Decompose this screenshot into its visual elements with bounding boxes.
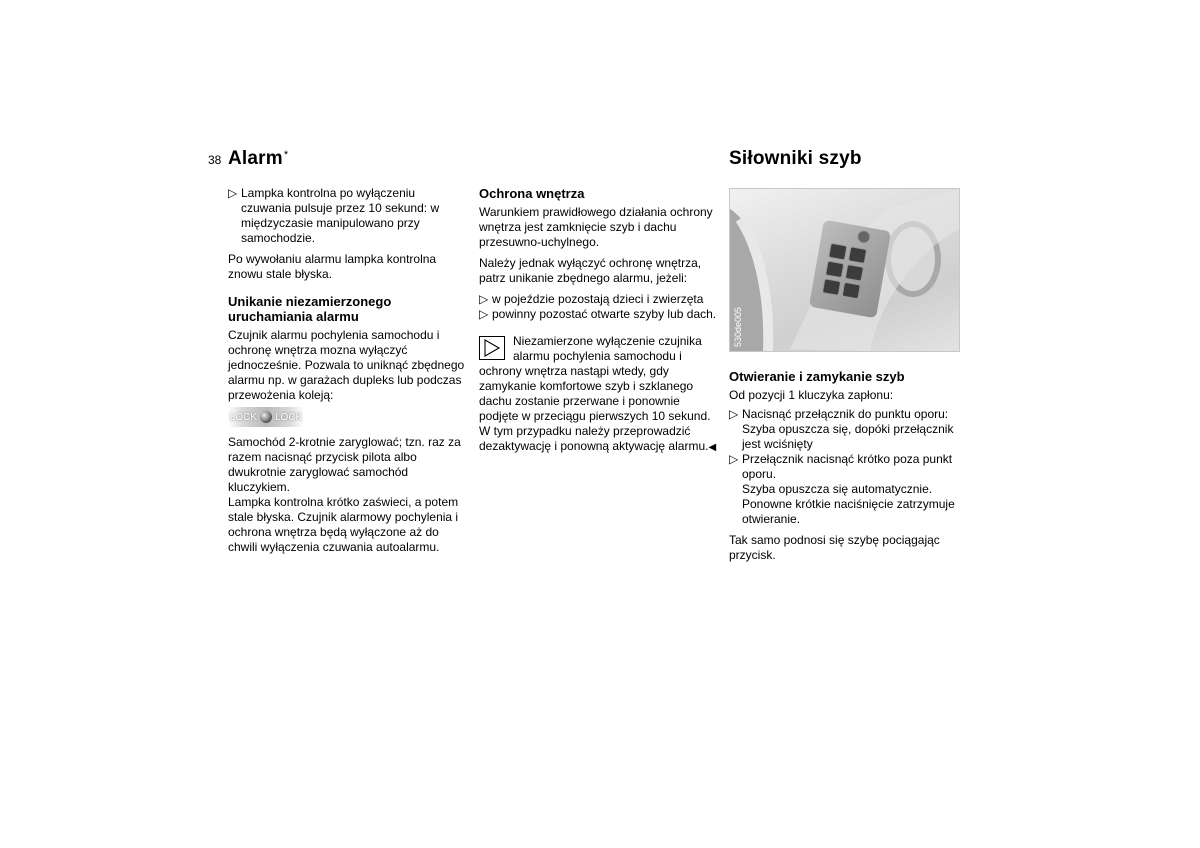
col3-heading: Otwieranie i zamykanie szyb — [729, 369, 905, 384]
col3-bullet-2-text: Przełącznik nacisnąć krótko poza punkt oporu. — [742, 452, 953, 481]
section-title-windows: Siłowniki szyb — [729, 148, 862, 169]
bullet-marker: ▷ — [479, 292, 489, 306]
bullet-marker: ▷ — [729, 452, 739, 466]
photo-code: 530de005 — [733, 306, 743, 347]
col2-para-2: Należy jednak wyłączyć ochronę wnętrza, patrz unikanie zbędnego alarmu, jeżeli: — [479, 256, 702, 285]
col3-para-end: Tak samo podnosi się szybę pociągając przycisk. — [729, 533, 940, 562]
col3-bullet-2-sub2: Ponowne krótkie naciśnięcie zatrzymuje otwieranie. — [742, 497, 955, 526]
col1-para-3: Samochód 2-krotnie zaryglować; tzn. raz za razem nacisnąć przycisk pilota albo dwukrotnie zaryglować samochód kluczykiem. — [228, 435, 461, 494]
optional-equipment-mark: * — [283, 149, 289, 161]
bullet-marker: ▷ — [228, 186, 238, 200]
section-title-alarm-text: Alarm — [228, 148, 283, 169]
col1-heading: Unikanie niezamierzonego uruchamiania alarmu — [228, 294, 392, 324]
col3-bullet-2-sub1: Szyba opuszcza się automatycznie. — [742, 482, 933, 496]
end-of-section-icon: ◀ — [708, 442, 717, 453]
col3-intro: Od pozycji 1 kluczyka zapłonu: — [729, 388, 894, 402]
column-3 — [729, 369, 964, 569]
col1-para-4: Lampka kontrolna krótko zaświeci, a potem stale błyska. Czujnik alarmowy pochylenia i ochrona wnętrza będą wyłączone aż do chwili wyłączenia czuwania autoalarmu. — [228, 495, 459, 554]
bullet-marker: ▷ — [729, 407, 739, 421]
warning-triangle-icon — [479, 336, 505, 360]
bullet-marker: ▷ — [479, 307, 489, 321]
col3-bullet-1-text: Nacisnąć przełącznik do punktu oporu: — [742, 407, 949, 421]
col1-para-1: Po wywołaniu alarmu lampka kontrolna znowu stale błyska. — [228, 252, 437, 281]
col1-para-2: Czujnik alarmu pochylenia samochodu i ochronę wnętrza mozna wyłączyć jednocześnie. Pozwala to uniknąć zbędnego alarmu np. w garażach dupleks lub podczas przewożenia koleją: — [228, 328, 465, 402]
col2-para-1: Warunkiem prawidłowego działania ochrony wnętrza jest zamknięcie szyb i dachu przesuwno-uchylnego. — [479, 205, 713, 249]
lock-label-right: LOCK — [275, 411, 303, 423]
col2-heading: Ochrona wnętrza — [479, 186, 585, 201]
col3-bullet-2 — [729, 452, 964, 527]
col2-bullet-2-text: powinny pozostać otwarte szyby lub dach. — [492, 307, 717, 321]
warning-note-text: Niezamierzone wyłączenie czujnika alarmu pochylenia samochodu i ochrony wnętrza nastąpi wtedy, gdy zamykanie komfortowe szyb i szklanego dachu zostanie przerwane i ponownie podjęte w przeciągu pierwszych 10 sekund. W tym przypadku należy przeprowadzić dezaktywację i ponowną aktywację alarmu. — [479, 334, 711, 453]
col1-bullet-1-text: Lampka kontrolna po wyłączeniu czuwania pulsuje przez 10 sekund: w międzyczasie manipulowano przy samochodzie. — [241, 186, 440, 245]
column-1 — [228, 186, 468, 561]
col2-bullet-2 — [479, 307, 717, 322]
col2-bullet-1 — [479, 292, 717, 307]
window-switch-photo — [729, 188, 960, 352]
lock-label-left: LOCK — [229, 411, 257, 423]
col3-bullet-1-sub: Szyba opuszcza się, dopóki przełącznik jest wciśnięty — [742, 422, 954, 451]
remote-key-icon — [260, 411, 272, 423]
double-lock-symbol — [228, 407, 304, 427]
page-number: 38 — [208, 153, 222, 167]
warning-note — [479, 334, 717, 455]
section-title-alarm — [228, 148, 288, 170]
col1-bullet-1 — [228, 186, 468, 246]
col3-bullet-1 — [729, 407, 964, 452]
column-2 — [479, 186, 717, 455]
col2-bullet-1-text: w pojeździe pozostają dzieci i zwierzęta — [492, 292, 704, 306]
